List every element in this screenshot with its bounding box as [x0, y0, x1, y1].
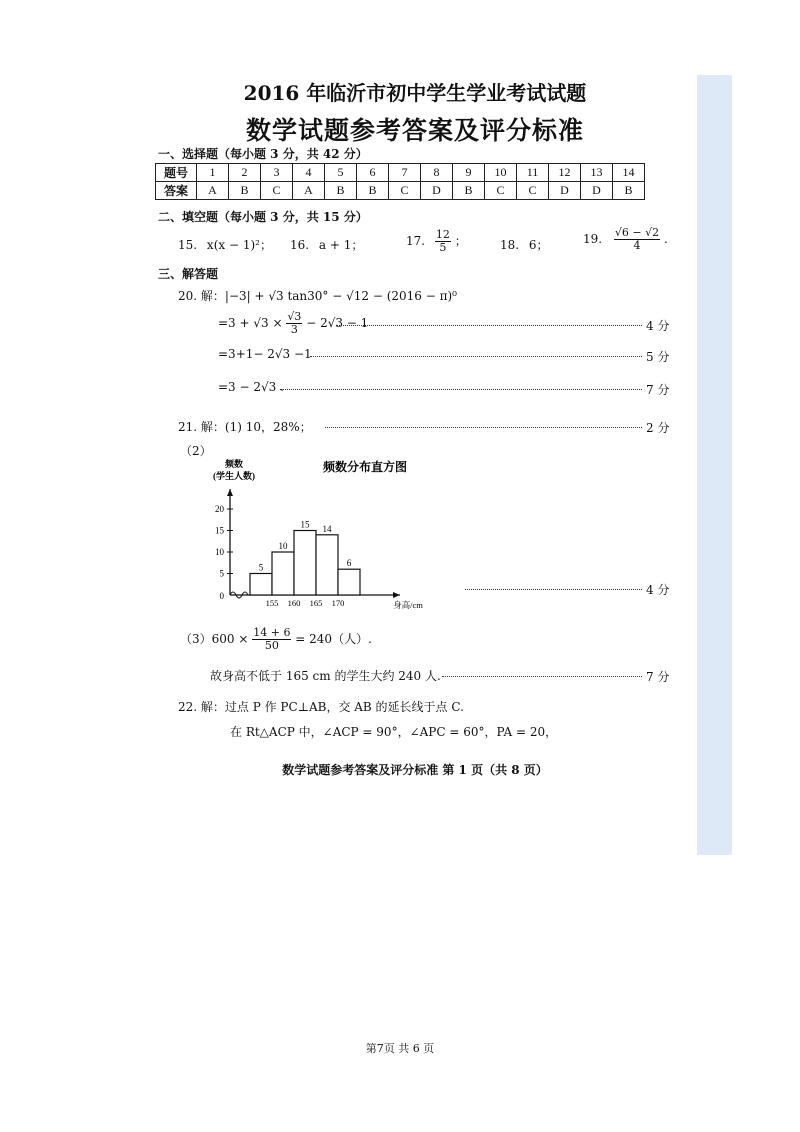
x-axis-label: 身高/cm [393, 600, 423, 610]
scan-page-footer: 数学试题参考答案及评分标准 第 1 页（共 8 页） [282, 763, 548, 777]
dotted-leader [442, 676, 642, 677]
origin-label: 0 [219, 591, 224, 601]
bar-value-label: 14 [322, 523, 332, 534]
section3-heading: 三、解答题 [158, 267, 219, 281]
q20-step3: =3 − 2√3 . [218, 380, 284, 394]
table-cell: 11 [517, 164, 549, 182]
fraction [614, 227, 660, 252]
y-tick-label: 10 [215, 547, 224, 557]
table-cell: 2 [229, 164, 261, 182]
histogram-bar [338, 569, 360, 595]
histogram-bar [294, 531, 316, 596]
numerator: 14 + 6 [253, 626, 291, 639]
question-number: 18. [500, 238, 520, 252]
section2-heading: 二、填空题（每小题 3 分，共 15 分） [158, 210, 368, 224]
question-number: 17. [406, 234, 426, 248]
y-tick-label: 5 [219, 568, 224, 579]
bar-value-label: 6 [346, 558, 352, 569]
denominator: 5 [439, 241, 447, 254]
denominator: 3 [290, 323, 298, 336]
q21-conclusion: 故身高不低于 165 cm 的学生大约 240 人. [210, 669, 441, 683]
step-text: = 240（人）. [295, 632, 372, 646]
table-cell: C [261, 182, 293, 200]
question-number: 16. [290, 238, 310, 252]
step-text: =3 + √3 × [218, 316, 283, 330]
table-header-cell: 答案 [156, 182, 197, 200]
table-cell: 8 [421, 164, 453, 182]
q20-step2: =3+1− 2√3 −1 [218, 347, 312, 361]
table-cell: D [581, 182, 613, 200]
side-panel [697, 75, 732, 855]
table-cell: 1 [197, 164, 229, 182]
y-tick-label: 15 [215, 525, 224, 536]
fraction [435, 229, 451, 254]
table-cell: 5 [325, 164, 357, 182]
score-label: 7 分 [646, 670, 670, 684]
x-axis-arrow [393, 592, 400, 598]
answer-key-title: 数学试题参考答案及评分标准 [245, 116, 584, 145]
score-label: 5 分 [646, 350, 670, 364]
y-axis-arrow [227, 489, 233, 496]
table-cell: C [389, 182, 421, 200]
table-cell: B [453, 182, 485, 200]
bar-value-label: 15 [300, 519, 310, 530]
score-label: 4 分 [646, 583, 670, 597]
histogram-bar [250, 574, 272, 596]
answer-text: a + 1； [318, 238, 364, 252]
numerator: 12 [435, 228, 450, 241]
y-axis-label: (学生人数) [213, 471, 255, 481]
question-number: 19. [583, 232, 603, 246]
table-cell: 7 [389, 164, 421, 182]
x-tick-label: 155 [265, 598, 279, 608]
page-number: 第7页 共 6 页 [365, 1042, 435, 1055]
table-cell: B [357, 182, 389, 200]
table-cell: 13 [581, 164, 613, 182]
section1-heading: 一、选择题（每小题 3 分，共 42 分） [158, 147, 368, 161]
dotted-leader [465, 589, 642, 590]
table-cell: B [229, 182, 261, 200]
table-cell: D [421, 182, 453, 200]
score-label: 4 分 [646, 319, 670, 333]
dotted-leader [280, 389, 642, 390]
numerator: √6 − √2 [614, 226, 660, 239]
answer-text: 6； [528, 238, 549, 252]
scanned-answer-sheet [150, 75, 680, 795]
fraction [252, 627, 291, 652]
table-cell: A [197, 182, 229, 200]
answer-18 [500, 236, 549, 253]
q21-part2-label: （2） [180, 444, 212, 458]
histogram-chart [200, 450, 460, 610]
denominator: 4 [633, 239, 641, 252]
choice-answer-table [155, 163, 645, 200]
step-text: − 2√3 − 1 [306, 316, 369, 330]
step-text: （3）600 × [180, 632, 249, 646]
score-label: 2 分 [646, 421, 670, 435]
table-cell: C [485, 182, 517, 200]
q22-line1: 22. 解：过点 P 作 PC⊥AB，交 AB 的延长线于点 C. [178, 700, 464, 714]
answer-17 [406, 229, 467, 254]
table-cell: C [517, 182, 549, 200]
table-cell: 6 [357, 164, 389, 182]
table-cell: B [325, 182, 357, 200]
table-header-cell: 题号 [156, 164, 197, 182]
q21-part3 [180, 627, 372, 652]
bar-value-label: 5 [258, 562, 264, 573]
answer-16 [290, 236, 363, 253]
q21-part1: 21. 解：(1) 10，28%； [178, 420, 312, 434]
y-axis-label: 频数 [224, 459, 244, 469]
q22-line2: 在 Rt△ACP 中，∠ACP = 90°，∠APC = 60°，PA = 20， [230, 725, 558, 739]
table-cell: 3 [261, 164, 293, 182]
table-cell: D [549, 182, 581, 200]
table-cell: B [613, 182, 645, 200]
histogram-bar [316, 535, 338, 595]
numerator: √3 [287, 310, 302, 323]
table-cell: 9 [453, 164, 485, 182]
question-number: 15. [178, 238, 198, 252]
y-tick-label: 20 [215, 504, 224, 514]
answer-15 [178, 236, 272, 253]
dotted-leader [336, 325, 642, 326]
table-cell: A [293, 182, 325, 200]
chart-title: 频数分布直方图 [322, 460, 408, 474]
dotted-leader [310, 356, 642, 357]
x-tick-label: 165 [309, 598, 323, 608]
score-label: 7 分 [646, 383, 670, 397]
answer-text: ； [454, 234, 467, 248]
fraction [286, 311, 302, 336]
table-row-numbers [156, 164, 645, 182]
dotted-leader [325, 427, 642, 428]
denominator: 50 [264, 639, 279, 652]
answer-text: . [663, 232, 668, 246]
q20-step1 [218, 311, 368, 336]
table-cell: 12 [549, 164, 581, 182]
x-tick-label: 170 [331, 598, 345, 608]
histogram-bar [272, 552, 294, 595]
exam-title: 2016 年临沂市初中学生学业考试试题 [243, 81, 587, 105]
q20-expression: 20. 解：|−3| + √3 tan30° − √12 − (2016 − π)⁰ [178, 289, 457, 303]
x-tick-label: 160 [287, 598, 301, 608]
table-cell: 14 [613, 164, 645, 182]
table-cell: 4 [293, 164, 325, 182]
table-row-answers [156, 182, 645, 200]
table-cell: 10 [485, 164, 517, 182]
bar-value-label: 10 [278, 541, 288, 551]
answer-19 [583, 227, 668, 252]
answer-text: x(x − 1)²； [206, 238, 272, 252]
